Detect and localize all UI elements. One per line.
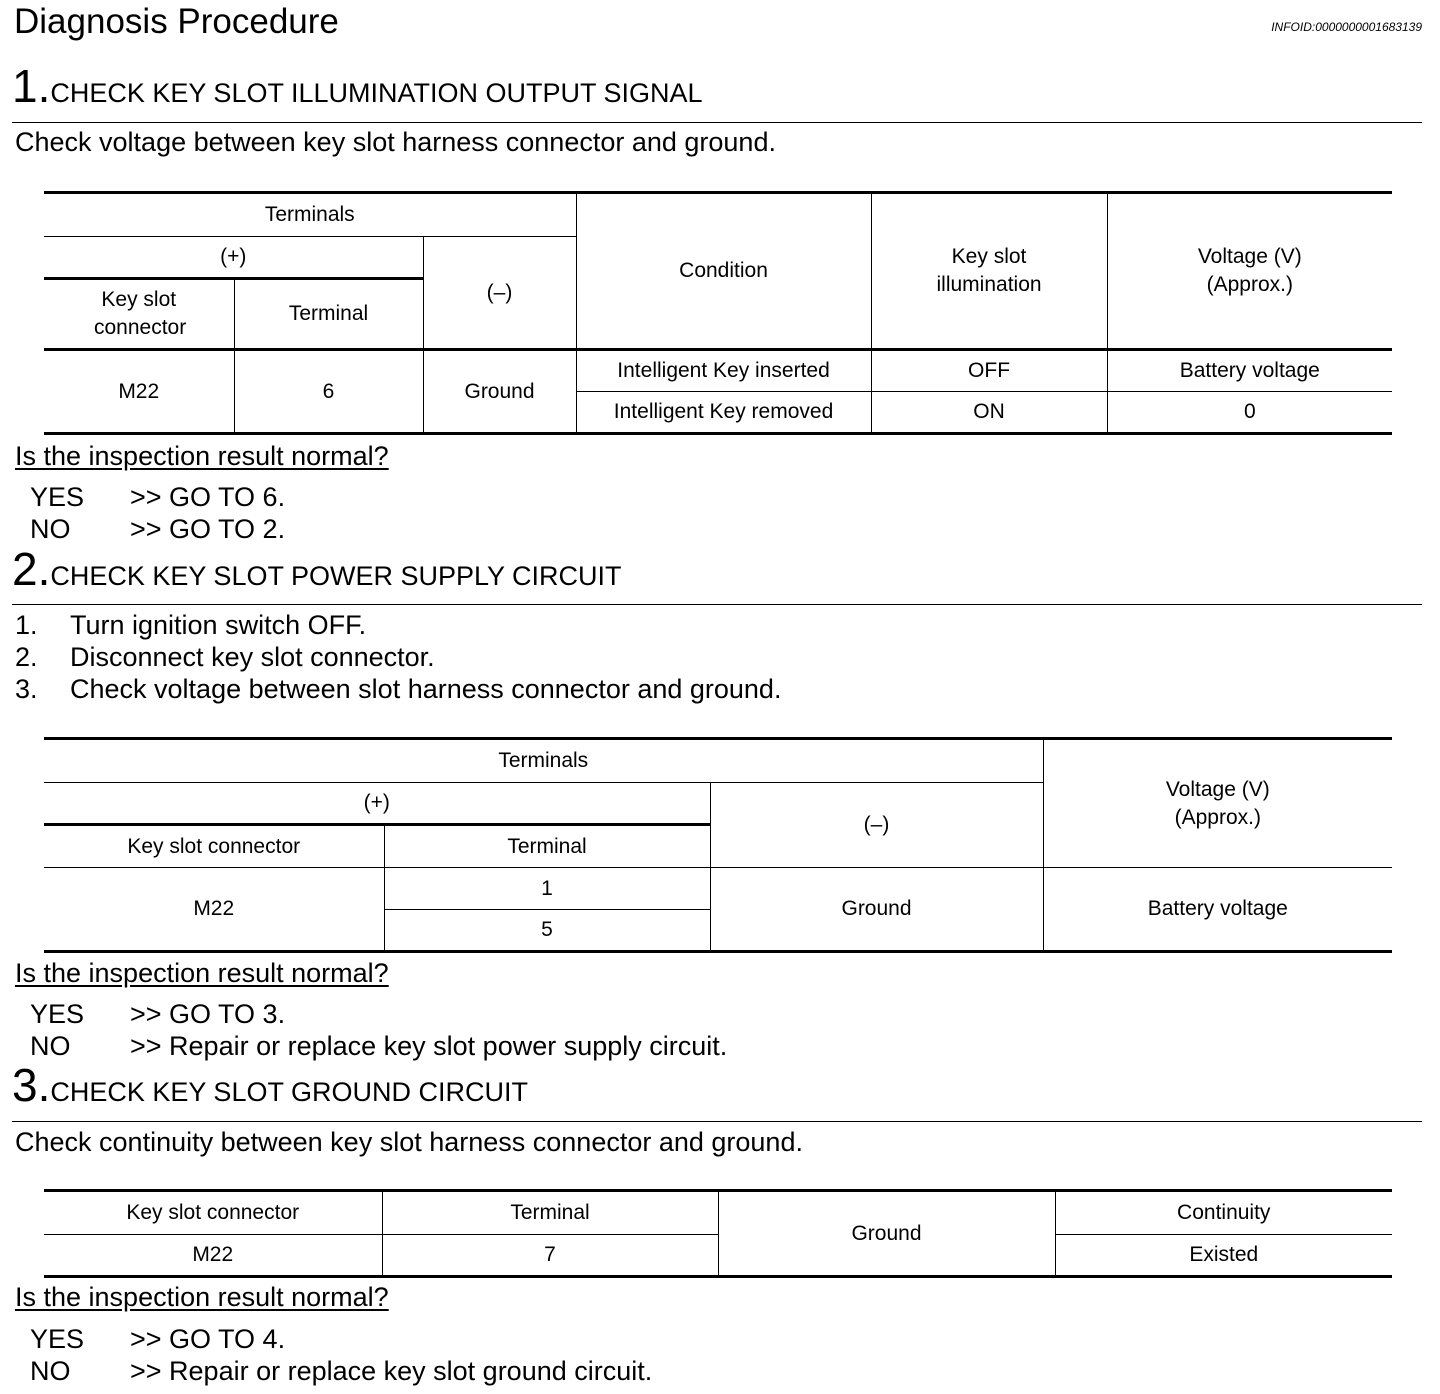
plus-header: (+)	[44, 783, 710, 825]
step-2-heading	[12, 543, 622, 598]
minus-header: (–)	[710, 783, 1043, 868]
key-slot-connector-header: Key slot connector	[44, 279, 234, 350]
divider	[12, 122, 1422, 123]
inspection-question: Is the inspection result normal?	[15, 958, 389, 988]
divider	[12, 604, 1422, 605]
list-item	[15, 641, 435, 673]
illumination-cell: OFF	[871, 350, 1107, 392]
plus-header: (+)	[44, 237, 423, 279]
step-number: 2.	[12, 543, 51, 595]
info-id: INFOID:0000000001683139	[1271, 20, 1422, 34]
yes-label: YES	[30, 482, 85, 512]
step-title: CHECK KEY SLOT POWER SUPPLY CIRCUIT	[50, 561, 622, 591]
step-title: CHECK KEY SLOT ILLUMINATION OUTPUT SIGNAL	[50, 78, 703, 108]
step-2-table	[44, 737, 1392, 953]
voltage-header: Voltage (V) (Approx.)	[1107, 193, 1392, 350]
step-3-heading	[12, 1059, 528, 1114]
terminal-header: Terminal	[382, 1191, 718, 1235]
terminals-header: Terminals	[44, 193, 576, 237]
terminal-cell: 1	[384, 868, 710, 910]
terminal-cell: 6	[234, 350, 423, 434]
no-action: >> Repair or replace key slot power supply circuit.	[130, 1031, 728, 1061]
no-label: NO	[30, 1356, 71, 1386]
yes-label: YES	[30, 1324, 85, 1354]
list-number: 3.	[15, 674, 38, 704]
terminals-header: Terminals	[44, 739, 1043, 783]
ground-cell: Ground	[718, 1191, 1055, 1277]
yes-action: >> GO TO 3.	[130, 999, 286, 1029]
connector-cell: M22	[44, 1235, 382, 1277]
step-1-instruction: Check voltage between key slot harness connector and ground.	[15, 127, 776, 157]
no-answer	[30, 1355, 652, 1387]
voltage-cell: Battery voltage	[1107, 350, 1392, 392]
step-number: 3.	[12, 1059, 51, 1111]
no-action: >> GO TO 2.	[130, 514, 286, 544]
list-number: 1.	[15, 610, 38, 640]
condition-header: Condition	[576, 193, 871, 350]
terminal-cell: 5	[384, 910, 710, 952]
divider	[12, 1121, 1422, 1122]
key-slot-connector-header: Key slot connector	[44, 825, 384, 868]
step-number: 1.	[12, 60, 51, 112]
key-slot-connector-header: Key slot connector	[44, 1191, 382, 1235]
no-answer	[30, 513, 285, 545]
ground-cell: Ground	[710, 868, 1043, 952]
condition-cell: Intelligent Key inserted	[576, 350, 871, 392]
no-label: NO	[30, 514, 71, 544]
page-title: Diagnosis Procedure	[14, 2, 339, 41]
illumination-header: Key slot illumination	[871, 193, 1107, 350]
yes-label: YES	[30, 999, 85, 1029]
no-label: NO	[30, 1031, 71, 1061]
list-item	[15, 609, 366, 641]
step-1-heading	[12, 60, 703, 115]
yes-answer	[30, 1323, 285, 1355]
list-number: 2.	[15, 642, 38, 672]
yes-action: >> GO TO 6.	[130, 482, 286, 512]
connector-cell: M22	[44, 868, 384, 952]
step-1-table	[44, 191, 1392, 435]
ground-cell: Ground	[423, 350, 576, 434]
yes-answer	[30, 998, 285, 1030]
list-text: Disconnect key slot connector.	[70, 642, 435, 672]
yes-answer	[30, 481, 285, 513]
step-3-instruction: Check continuity between key slot harness connector and ground.	[15, 1127, 803, 1157]
connector-cell: M22	[44, 350, 234, 434]
voltage-cell: Battery voltage	[1043, 868, 1392, 952]
voltage-cell: 0	[1107, 392, 1392, 434]
continuity-cell: Existed	[1055, 1235, 1392, 1277]
no-answer	[30, 1030, 727, 1062]
no-action: >> Repair or replace key slot ground circuit.	[130, 1356, 653, 1386]
voltage-header: Voltage (V) (Approx.)	[1043, 739, 1392, 868]
inspection-question: Is the inspection result normal?	[15, 1282, 389, 1312]
continuity-header: Continuity	[1055, 1191, 1392, 1235]
list-text: Turn ignition switch OFF.	[70, 610, 367, 640]
list-text: Check voltage between slot harness connector and ground.	[70, 674, 782, 704]
terminal-cell: 7	[382, 1235, 718, 1277]
minus-header: (–)	[423, 237, 576, 350]
list-item	[15, 673, 781, 705]
step-title: CHECK KEY SLOT GROUND CIRCUIT	[50, 1077, 528, 1107]
terminal-header: Terminal	[384, 825, 710, 868]
illumination-cell: ON	[871, 392, 1107, 434]
yes-action: >> GO TO 4.	[130, 1324, 286, 1354]
condition-cell: Intelligent Key removed	[576, 392, 871, 434]
inspection-question: Is the inspection result normal?	[15, 441, 389, 471]
step-3-table	[44, 1189, 1392, 1278]
terminal-header: Terminal	[234, 279, 423, 350]
